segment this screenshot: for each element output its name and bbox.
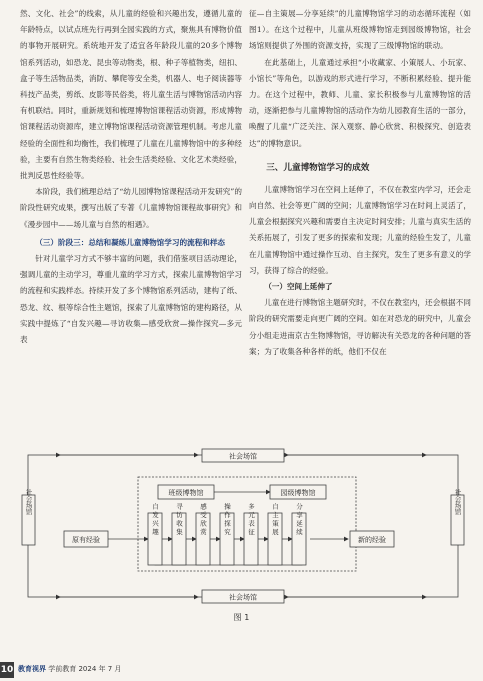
- step-label: 操作探究: [223, 503, 231, 537]
- left-paragraph-3: 针对儿童学习方式不够丰富的问题，我们借鉴项目活动理论，强调儿童的主动学习，尊重儿童的学习方式，探索儿童博物馆学习的流程和实践样态。持续开发了多个博物馆系列活动，建构了纸、恐龙、纹、根等综合性主题馆，探索了儿童博物馆的建构路径，从实践中提炼了“自发兴趣—寻访收集—感受欣赏—操作探究—多元表: [20, 254, 242, 345]
- step-label: 分享延续: [295, 503, 303, 537]
- stage-three-heading: （三）阶段三：总结和凝练儿童博物馆学习的流程和样态: [35, 237, 226, 247]
- left-paragraph-1: 然、文化、社会”的线索，从儿童的经验和兴趣出发，遵循儿童的年龄特点，以试点班先行再到全园实践的方式，聚焦具有博物价值的事物开展研究。系统地开发了适宜各年龄段儿童的20多个博物馆系列活动，如恐龙、昆虫等动物类，根、种子等植物类，纽扣、盒子等生活物品类，消防、攀爬等安全类，机器人、电子阅读器等科技产品类，剪纸、皮影等民俗类，将儿童生活与博物馆活动内容有机联结。同时，重新规划和梳理博物馆课程活动资源，形成博物馆课程活动资源库，建立博物馆课程活动资源管理机制。考虑儿童经验的全面性和均衡性，我们梳理了儿童在儿童博物馆中的多种经验，主要有自然生物类经验、社会生活类经验、文化艺术类经验，批判反思性经验等。: [20, 9, 242, 181]
- page-number: 10: [0, 662, 14, 678]
- step-label: 寻访收集: [175, 503, 183, 537]
- right-column: [249, 6, 471, 360]
- new-experience-box: 新的经验: [358, 536, 386, 544]
- section-heading: 三、儿童博物馆学习的成效: [266, 162, 370, 173]
- social-venue-left: 社会场馆: [24, 489, 33, 515]
- journal-line: [18, 664, 121, 674]
- social-venue-bottom: 社会场馆: [229, 593, 257, 602]
- right-paragraph-2: 在此基础上，儿童通过承担“小收藏家、小策展人、小玩家、小馆长”等角色，以游戏的形式进行学习，不断积累经验、提升能力。在这个过程中，教师、儿童、家长积极参与儿童博物馆的活动，逐渐把参与儿童博物馆的活动作为幼儿园教育生活的一部分，唤醒了儿童“广泛关注、深入观察、静心欣赏、积极探究、创造表达”的博物意识。: [249, 57, 471, 148]
- step-label: 自主策展: [271, 503, 279, 537]
- left-column: [20, 6, 242, 348]
- step-label: 感受欣赏: [199, 503, 207, 537]
- school-museum-box: 园级博物馆: [280, 489, 316, 497]
- left-paragraph-2: 本阶段，我们梳理总结了“幼儿园博物馆课程活动开发研究”的阶段性研究成果，撰写出版了专著《儿童博物馆课程故事研究》和《漫步园中——场儿童与自然的相遇》。: [20, 187, 242, 229]
- learning-cycle-diagram: [20, 447, 466, 607]
- page-footer: [0, 660, 483, 680]
- social-venue-top: 社会场馆: [229, 452, 257, 461]
- right-paragraph-4: 儿童在进行博物馆主题研究时，不仅在教室内，还会根据不同阶段的研究需要走向更广阔的空间。如在对恐龙的研究中，儿童会分小组走进南京古生物博物馆，寻访解决有关恐龙的各种问题的答案；为了收集各种各样的纸，他们不仅在: [249, 298, 471, 356]
- social-venue-right: 社会场馆: [453, 489, 462, 515]
- space-extension-heading: （一）空间上延伸了: [264, 282, 333, 292]
- figure-caption: 图 1: [233, 613, 250, 622]
- journal-name: 教育视界: [18, 665, 46, 673]
- journal-info: 学前教育 2024 年 7 月: [48, 665, 122, 673]
- right-paragraph-3: 儿童博物馆学习在空间上延伸了，不仅在教室内学习，还会走向自然、社会等更广阔的空间；儿童博物馆学习在时间上灵活了，儿童会根据探究兴趣和需要自主决定时间安排；儿童与真实生活的关系拓展了，引发了更多的探索和发现；儿童的经验生发了，儿童在儿童博物馆中通过操作互动、自主探究，发生了更多有意义的学习，获得了综合的经验。: [249, 184, 471, 275]
- step-label: 自发兴趣: [151, 503, 159, 537]
- original-experience-box: 原有经验: [72, 536, 100, 544]
- right-paragraph-1: 征—自主策展—分享延续”的儿童博物馆学习的动态循环流程（如图1）。在这个过程中，儿童从班级博物馆走到园级博物馆，社会场馆则提供了外围的资源支持，实现了三级博物馆的联动。: [249, 9, 471, 51]
- class-museum-box: 班级博物馆: [168, 489, 204, 497]
- outer-frame: [28, 455, 458, 597]
- step-label: 多元表征: [247, 503, 255, 537]
